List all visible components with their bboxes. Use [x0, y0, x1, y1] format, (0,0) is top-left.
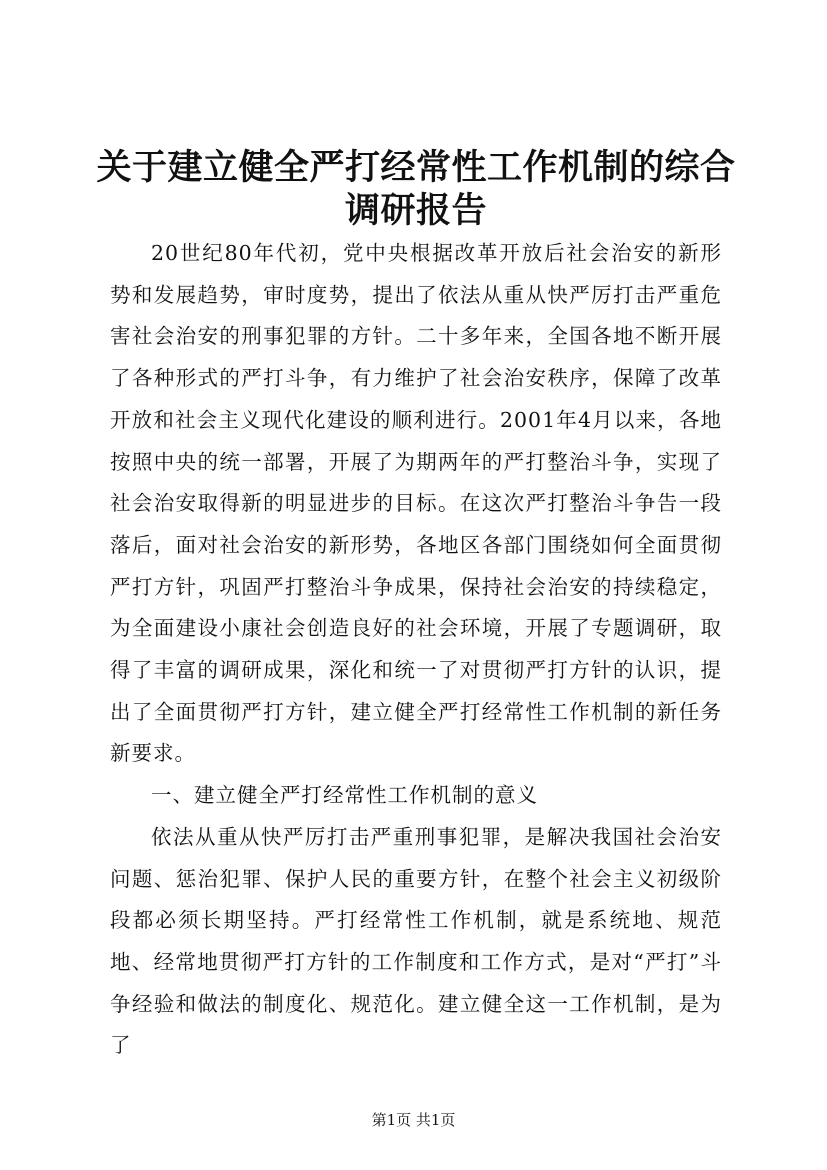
section-heading: 一、建立健全严打经常性工作机制的意义 [151, 783, 538, 808]
document-body [110, 233, 722, 1067]
body-paragraph: 20世纪80年代初，党中央根据改革开放后社会治安的新形势和发展趋势，审时度势，提出了依法从重从快严厉打击严重危害社会治安的刑事犯罪的方针。二十多年来，全国各地不断开展了各种形式的严打斗争，有力维护了社会治安秩序，保障了改革开放和社会主义现代化建设的顺利进行。2001年4月以来，各地按照中央的统一部署，开展了为期两年的严打整治斗争，实现了社会治安取得新的明显进步的目标。在这次严打整治斗争告一段落后，面对社会治安的新形势，各地区各部门围绕如何全面贯彻严打方针，巩固严打整治斗争成果，保持社会治安的持续稳定，为全面建设小康社会创造良好的社会环境，开展了专题调研，取得了丰富的调研成果，深化和统一了对贯彻严打方针的认识，提出了全面贯彻严打方针，建立健全严打经常性工作机制的新任务新要求。 [110, 241, 722, 766]
body-paragraph: 依法从重从快严厉打击严重刑事犯罪，是解决我国社会治安问题、惩治犯罪、保护人民的重要方针，在整个社会主义初级阶段都必须长期坚持。严打经常性工作机制，就是系统地、规范地、经常地贯彻严打方针的工作制度和工作方式，是对“严打”斗争经验和做法的制度化、规范化。建立健全这一工作机制，是为了 [110, 824, 722, 1058]
document-title: 关于建立健全严打经常性工作机制的综合调研报告 [96, 147, 736, 231]
page-number-footer: 第1页 共1页 [371, 1111, 456, 1129]
